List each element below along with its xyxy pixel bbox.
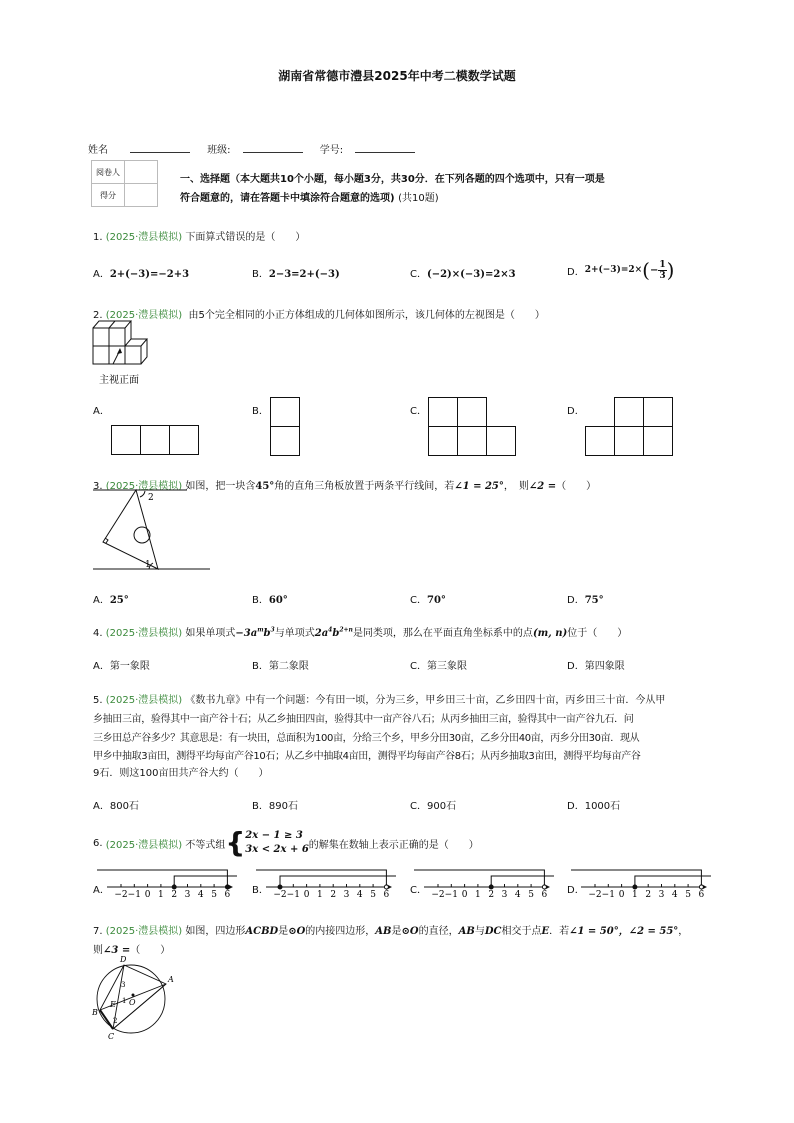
option-c-view[interactable]: [428, 397, 518, 457]
option-value: 75°: [584, 595, 604, 606]
option-value: 900石: [426, 801, 457, 812]
question-text: 的内接四边形，: [305, 926, 376, 937]
figure-caption: 主视正面: [99, 375, 139, 386]
question-text: 与单项式: [274, 628, 315, 639]
right-bound-ray: [256, 870, 386, 887]
option-label: C．: [410, 661, 427, 672]
question-text: 如果单项式: [185, 628, 236, 639]
option-value: (−2)×(−3)=2×3: [426, 269, 516, 280]
option-label: A．: [93, 801, 110, 812]
tick-label: −1: [286, 890, 300, 900]
option-c-label[interactable]: C．: [410, 406, 427, 417]
tick-label: −2: [588, 890, 602, 900]
point-a-label: A: [168, 975, 174, 984]
option-value: 第四象限: [584, 661, 625, 672]
point-c-label: C: [108, 1032, 115, 1041]
triangle-ruler-figure: [93, 489, 213, 571]
option-value: 890石: [268, 801, 298, 812]
math-term: 2a: [314, 628, 329, 639]
page-title: 湖南省常德市澧县2025年中考二模数学试题: [278, 69, 516, 83]
math-term: −3a: [235, 628, 258, 639]
option-d-label[interactable]: D．: [567, 885, 585, 896]
question-number: 6.: [93, 837, 103, 849]
tick-label: −1: [444, 890, 458, 900]
student-info-row: [88, 141, 429, 156]
option-label: D．: [567, 801, 585, 812]
math-expr: [235, 628, 274, 639]
option-c[interactable]: [410, 591, 446, 606]
inequality-2: 3x < 2x + 6: [245, 844, 309, 855]
question-text: 下面算式错误的是（ ）: [185, 232, 306, 243]
tick-label: 4: [197, 890, 204, 900]
question-text: （ ）: [556, 481, 597, 492]
question-text: 相交于点: [501, 926, 542, 937]
right-bound-ray: [571, 870, 701, 887]
number-line-option-b[interactable]: [266, 868, 391, 898]
tick-label: 6: [383, 890, 390, 900]
option-label: B．: [252, 595, 269, 606]
math-term: b: [332, 628, 340, 639]
tick-label: −1: [601, 890, 615, 900]
option-label: C．: [410, 269, 427, 280]
option-c[interactable]: [410, 797, 456, 812]
option-label: C．: [410, 801, 427, 812]
option-value: 70°: [426, 595, 446, 606]
option-b[interactable]: [252, 591, 288, 606]
option-d[interactable]: [567, 591, 604, 606]
tick-label: 3: [658, 890, 665, 900]
name-label: 姓名: [88, 145, 108, 156]
option-value: 25°: [109, 595, 129, 606]
question-number: 1.: [93, 232, 103, 243]
tick-label: 5: [370, 890, 376, 900]
grader-label: 阅卷人: [92, 161, 125, 184]
option-c[interactable]: [410, 265, 516, 280]
question-number: 4.: [93, 628, 103, 639]
tick-label: 5: [211, 890, 217, 900]
option-value: 60°: [268, 595, 288, 606]
right-endpoint: [542, 885, 546, 889]
question-number: 7.: [93, 926, 103, 937]
point-d-label: D: [120, 955, 127, 964]
question-4: [93, 624, 627, 639]
math-expr: DC: [484, 926, 502, 937]
grader-cell: [125, 161, 158, 184]
question-text: ， 则: [503, 481, 529, 492]
question-text: 位于（ ）: [567, 628, 628, 639]
score-label: 得分: [92, 184, 125, 207]
tick-label: 3: [343, 890, 350, 900]
class-field[interactable]: [243, 142, 303, 153]
tick-label: 1: [632, 890, 638, 900]
option-label: B．: [252, 269, 269, 280]
right-bound-ray: [97, 870, 227, 887]
tick-label: 3: [501, 890, 508, 900]
option-value: 800石: [109, 801, 139, 812]
option-b-view[interactable]: [270, 397, 300, 457]
number-line-option-d[interactable]: [581, 868, 706, 898]
option-a[interactable]: [93, 265, 189, 280]
question-text: 角的直角三角板放置于两条平行线间，若: [274, 481, 455, 492]
question-text: 的直径，: [418, 926, 459, 937]
question-text: ．若: [549, 926, 570, 937]
math-expr: ∠2 =: [528, 481, 557, 492]
math-expr: 45°: [255, 481, 275, 492]
option-c[interactable]: [410, 657, 467, 672]
id-label: 学号:: [319, 145, 344, 156]
option-value: 2+(−3)=2×: [584, 265, 643, 275]
question-text: 不等式组: [185, 839, 226, 851]
math-exp: 2+n: [339, 626, 353, 634]
tick-label: −2: [431, 890, 445, 900]
option-value: 第三象限: [426, 661, 467, 672]
option-d-view[interactable]: [585, 397, 675, 457]
option-b[interactable]: [252, 265, 340, 280]
question-number: 5.: [93, 695, 103, 706]
tick-label: 2: [330, 890, 337, 900]
option-label: A．: [93, 661, 110, 672]
circle-quadrilateral-figure: [94, 955, 174, 1040]
option-value: 1000石: [584, 801, 621, 812]
question-source: (2025·澧县模拟): [105, 926, 183, 937]
name-field[interactable]: [130, 142, 190, 153]
question-6: [93, 826, 479, 859]
question-text: ，: [678, 926, 689, 937]
option-d[interactable]: [567, 797, 620, 812]
option-label: B．: [252, 801, 269, 812]
option-value: 2−3=2+(−3): [268, 269, 340, 280]
tick-label: 1: [158, 890, 164, 900]
math-expr: ∠1 = 50°，∠2 = 55°: [569, 926, 679, 937]
math-expr: E: [541, 926, 550, 937]
question-source: (2025·澧县模拟): [105, 481, 183, 492]
tick-label: −2: [114, 890, 128, 900]
left-endpoint: [633, 885, 637, 889]
option-d-label[interactable]: D．: [567, 406, 585, 417]
option-b-label[interactable]: B．: [252, 885, 269, 896]
question-1: [93, 228, 305, 243]
right-endpoint: [225, 885, 229, 889]
tick-label: 4: [671, 890, 678, 900]
question-text: 如图，四边形: [185, 926, 246, 937]
math-expr: AB: [458, 926, 475, 937]
right-endpoint: [384, 885, 388, 889]
question-source: (2025·澧县模拟): [105, 310, 183, 321]
option-value: 2+(−3)=−2+3: [109, 269, 190, 280]
section-heading-line2: [180, 189, 439, 204]
tick-label: 0: [618, 890, 625, 900]
question-source: (2025·澧县模拟): [105, 839, 183, 851]
math-expr: AB: [375, 926, 392, 937]
option-a[interactable]: [93, 591, 129, 606]
left-bound-ray: [280, 876, 396, 887]
option-d[interactable]: [567, 657, 625, 672]
tick-label: 0: [303, 890, 310, 900]
option-label: C．: [410, 595, 427, 606]
angle-3-label: 3: [121, 981, 126, 989]
fraction-denominator: 3: [659, 270, 666, 281]
id-field[interactable]: [355, 142, 415, 153]
tick-label: 5: [685, 890, 691, 900]
tick-label: 6: [541, 890, 548, 900]
number-line-option-a[interactable]: [107, 868, 232, 898]
question-2: [93, 306, 545, 321]
question-text: （ ）: [130, 945, 171, 956]
math-term: b: [263, 628, 271, 639]
math-exp: 3: [270, 626, 275, 634]
option-c-label[interactable]: C．: [410, 885, 427, 896]
math-expr: ⊙O: [401, 926, 419, 937]
angle-1-label: 1: [145, 560, 151, 570]
fraction-numerator: 1: [659, 259, 666, 270]
tick-label: 4: [514, 890, 521, 900]
math-expr: (m, n): [532, 628, 568, 639]
question-7: [93, 922, 688, 937]
option-label: B．: [252, 661, 269, 672]
inequality-1: 2x − 1 ≥ 3: [245, 830, 303, 841]
question-number: 3.: [93, 481, 103, 492]
tick-label: 6: [224, 890, 231, 900]
point-e-label: E: [110, 1000, 116, 1009]
question-text: 的解集在数轴上表示正确的是（ ）: [308, 839, 479, 851]
left-endpoint: [172, 885, 176, 889]
option-b-label[interactable]: B．: [252, 406, 269, 417]
score-cell: [125, 184, 158, 207]
question-text: 则: [93, 945, 103, 956]
question-number: 2.: [93, 310, 103, 321]
left-endpoint: [278, 885, 282, 889]
math-exp: m: [257, 626, 264, 634]
tick-label: 3: [184, 890, 191, 900]
tick-label: 1: [475, 890, 481, 900]
option-a[interactable]: [93, 797, 139, 812]
brace: {: [225, 826, 246, 859]
right-endpoint: [699, 885, 703, 889]
option-label: D．: [567, 266, 585, 278]
option-b[interactable]: [252, 797, 298, 812]
option-label: A．: [93, 269, 110, 280]
math-expr: ACBD: [245, 926, 279, 937]
question-5-line-4: 甲乡中抽取3亩田，测得平均每亩产谷10石；从乙乡中抽取4亩田，测得平均每亩产谷8石；从丙乡抽取3亩田，测得平均每亩产谷: [93, 751, 641, 762]
score-table: [91, 160, 158, 207]
section-count: (共10题): [398, 193, 439, 204]
question-source: (2025·澧县模拟): [105, 232, 183, 243]
cube-stack-figure: [93, 320, 163, 390]
question-text: 由5个完全相同的小正方体组成的几何体如图所示，该几何体的左视图是（ ）: [188, 310, 545, 321]
question-source: (2025·澧县模拟): [105, 628, 183, 639]
angle-2-label: 2: [148, 493, 154, 503]
tick-label: 0: [144, 890, 151, 900]
math-exp: 4: [328, 626, 333, 634]
number-line-option-c[interactable]: [424, 868, 549, 898]
right-bound-ray: [414, 870, 544, 887]
question-text: 《数书九章》中有一个问题：今有田一顷，分为三乡，甲乡田三十亩，乙乡田四十亩，丙乡田三十亩．今从甲: [185, 695, 666, 706]
tick-label: −1: [127, 890, 141, 900]
tick-label: 0: [461, 890, 468, 900]
option-b[interactable]: [252, 657, 309, 672]
tick-label: 5: [528, 890, 534, 900]
tick-label: 2: [171, 890, 178, 900]
question-7-line-2: [93, 941, 170, 956]
option-value: 第一象限: [109, 661, 150, 672]
option-label: D．: [567, 595, 585, 606]
option-a-label[interactable]: A．: [93, 406, 110, 417]
tick-label: 1: [317, 890, 323, 900]
tick-label: −2: [273, 890, 287, 900]
tick-label: 2: [645, 890, 652, 900]
question-5-line-3: 三乡田总产谷多少？其意思是：有一块田，总面积为100亩，分给三个乡，甲乡分田30亩，乙乡分田40亩，丙乡分田30亩．现从: [93, 733, 640, 744]
option-a[interactable]: [93, 657, 150, 672]
question-source: (2025·澧县模拟): [105, 695, 183, 706]
angle-2-label: 2: [113, 1017, 118, 1025]
angle-1-label: 1: [122, 997, 127, 1005]
option-label: A．: [93, 595, 110, 606]
option-label: D．: [567, 661, 585, 672]
question-5: [93, 691, 665, 706]
left-endpoint: [489, 885, 493, 889]
tick-label: 4: [356, 890, 363, 900]
question-5-line-2: 乡抽田三亩，验得其中一亩产谷十石；从乙乡抽田四亩，验得其中一亩产谷八石；从丙乡抽田三亩，验得其中一亩产谷九石．问: [93, 714, 634, 725]
math-expr: ⊙O: [288, 926, 306, 937]
math-expr: ∠1 = 25°: [454, 481, 504, 492]
option-value: 第二象限: [268, 661, 309, 672]
question-5-line-5: 9石．则这100亩田共产谷大约（ ）: [93, 768, 269, 779]
section-text: 符合题意的，请在答题卡中填涂符合题意的选项): [180, 193, 395, 204]
option-a-label[interactable]: A．: [93, 885, 110, 896]
point-b-label: B: [92, 1008, 98, 1017]
class-label: 班级:: [207, 145, 231, 156]
option-d[interactable]: D． 2+(−3)=2× ( − $\frac{1}{3}$ ): [567, 258, 675, 282]
tick-label: 6: [698, 890, 705, 900]
point-o-label: O: [129, 998, 136, 1007]
option-a-view[interactable]: [111, 425, 201, 455]
question-text: 是: [278, 926, 289, 937]
question-text: 如图，把一块含: [185, 481, 256, 492]
tick-label: 2: [488, 890, 495, 900]
section-heading-line1: 一、选择题（本大题共10个小题，每小题3分，共30分．在下列各题的四个选项中，只有一项是: [180, 174, 605, 185]
question-text: 与: [474, 926, 485, 937]
question-text: 是同类项，那么在平面直角坐标系中的点: [352, 628, 533, 639]
question-text: 是: [391, 926, 402, 937]
math-expr: ∠3 =: [103, 945, 131, 956]
math-expr: [315, 628, 353, 639]
